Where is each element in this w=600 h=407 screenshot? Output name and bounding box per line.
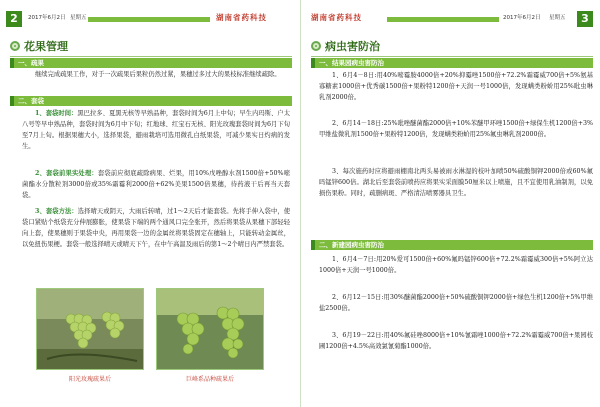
photo-sunshine-muscat bbox=[36, 288, 144, 370]
right-page bbox=[300, 0, 600, 407]
subsection-thinning: 一、疏果 bbox=[10, 58, 292, 68]
header-bar bbox=[88, 17, 210, 22]
flower-icon bbox=[311, 41, 321, 51]
section-title-text: 花果管理 bbox=[24, 40, 68, 53]
paragraph-fruiting-1: 1、6月4－8日:用40%嘧霉胺4000倍+20%抑霉唑1500倍+72.2%霜霉威700倍+5%氨基寡糖素1000倍+优秀碳1500倍+果粉特1200倍+天润一号1000倍，发现螨类粉蚧用25%吡虫啉乳剂2000倍。 bbox=[319, 72, 593, 101]
caption-photo-1: 阳光玫瑰疏果后 bbox=[68, 376, 111, 383]
section-title-text: 病虫害防治 bbox=[325, 40, 380, 53]
flower-icon bbox=[10, 41, 20, 51]
left-header bbox=[0, 10, 300, 28]
page-number: 2 bbox=[6, 11, 22, 27]
header-bar bbox=[387, 17, 499, 22]
bagging-method-text: 选择晴天或阴天，大雨后转晴，过1～2天后才能套袋。先将手伸入袋中，使袋口紧贴个纸袋充分伸展膨胀，使果袋下端的两个通风口完全张开，然后将果袋从果穗下部轻轻向上套，使果穗则于果袋中央，再用果袋一边的金属丝将果袋固定在穗轴上，只能转动金属丝，以免扭伤果梗。套袋一般选择晴天或晴天下午，在中午高温及雨后的第1～2个晴日内严禁套袋。 bbox=[22, 208, 290, 248]
paragraph-bagging-time bbox=[22, 108, 290, 152]
section-underline bbox=[311, 56, 593, 57]
paragraph-pretreatment bbox=[22, 168, 290, 201]
photo-kyoho bbox=[156, 288, 264, 370]
subsection-new-orchard: 二、新建园病虫害防治 bbox=[311, 240, 593, 250]
header-brand: 湖南省药科技 bbox=[216, 13, 267, 22]
paragraph-new-3: 3、6月19－22日:用40%氟硅唑8000倍+10%氰霜唑1000倍+72.2%霜霉威700倍+果园枝圃1200倍+4.5%高效氯氰菊酯1000倍。 bbox=[319, 332, 593, 350]
paragraph-fruiting-2: 2、6月14－18日:25%吡唑醚菌酯2000倍+10%苯醚甲环唑1500倍+绿保生机1200倍+3%甲维盐微乳剂1500倍+果粉特1200倍，发现螨类粉蚧用25%氟虫啉乳剂2000倍。 bbox=[319, 120, 593, 138]
header-date: 2017年6月2日 bbox=[503, 15, 541, 21]
section-title-pest bbox=[311, 39, 593, 53]
bagging-time-label: 1、套袋时间： bbox=[35, 110, 78, 117]
header-date: 2017年6月2日 bbox=[28, 15, 66, 21]
section-title-flower-fruit bbox=[10, 39, 292, 53]
pretreatment-label: 2、套袋前果实处理： bbox=[35, 170, 98, 177]
bagging-method-label: 3、套袋方法： bbox=[35, 208, 78, 215]
grape-photo-2 bbox=[157, 289, 264, 370]
subsection-fruiting-orchard: 一、结果园病虫害防治 bbox=[311, 58, 593, 68]
header-weekday: 星期五 bbox=[70, 15, 87, 21]
page-number: 3 bbox=[577, 11, 593, 27]
right-header bbox=[301, 10, 600, 28]
bagging-time-text: 黑巴拉多、夏黑无核等早熟品种，套袋时间为6月上中旬；早生内玛斯、户太八号等早中熟品种，套袋时间为6月中下旬；红地球、红宝石无核、阳光玫瑰套袋时间为6月下旬至7月上旬。根据果穗大小，选择果袋，避雨栽培可选用微孔白纸果袋，可减少果实日灼病的发生。 bbox=[22, 110, 290, 150]
paragraph-new-2: 2、6月12－15日:用30%醚菌酯2000倍+50%硫酸铜钾2000倍+绿色生机1200倍+5%甲维盐2500倍。 bbox=[319, 294, 593, 312]
paragraph-thinning: 继续完成疏果工作，对于一次疏果后果粒仍然过紧，果穗过多过大的果枝标准继续疏除。 bbox=[35, 71, 281, 78]
paragraph-bagging-method bbox=[22, 206, 290, 250]
pretreatment-text: 套袋前应彻底疏除病果、烂果，用10%戊唑醇水剂1500倍+50%嘧菌酯水分散粒剂3000倍或35%霜霉利2000倍+62%美果1500倍果穗，待药液干后再当天套袋。 bbox=[22, 170, 290, 199]
paragraph-new-1: 1、6月4－7日:用20%爱可1500倍+60%氟吗锰锌600倍+72.2%霜霉威300倍+5%阿立达1000倍+天润一号1000倍。 bbox=[319, 256, 593, 274]
paragraph-fruiting-3: 3、每次施药时应将避雨棚南北两头易被雨水淋湿的枝叶加喷50%硫酸铜钾2000倍或60%氟吗锰锌600倍。湖北后至套袋前喷药应将果实采面膜50厘米以上喷施，且不宜使用乳油制剂，以免损伤果粉。同时，疏删病斑、严格清洁喷雾器具卫生。 bbox=[319, 168, 593, 197]
header-brand: 湖南省药科技 bbox=[311, 13, 362, 22]
caption-photo-2: 巨峰系品种疏果后 bbox=[185, 376, 234, 383]
header-weekday: 星期五 bbox=[549, 15, 566, 21]
section-underline bbox=[10, 56, 292, 57]
subsection-bagging: 二、套袋 bbox=[10, 96, 292, 106]
grape-photo-1 bbox=[37, 289, 144, 370]
